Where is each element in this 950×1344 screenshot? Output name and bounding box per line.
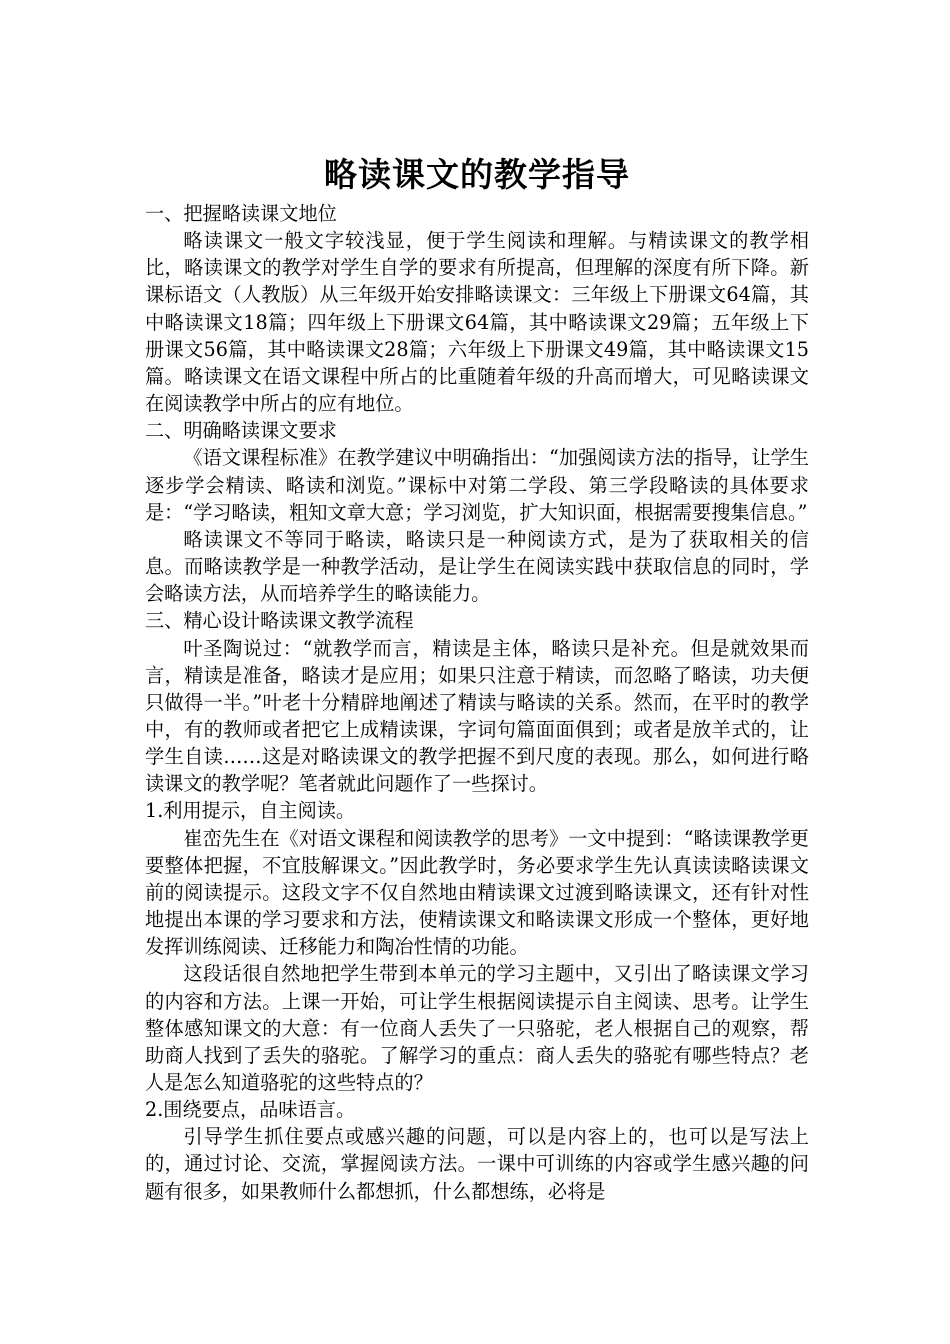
document-page xyxy=(145,150,809,1205)
paragraph: 这段话很自然地把学生带到本单元的学习主题中，又引出了略读课文学习的内容和方法。上课一开始，可让学生根据阅读提示自主阅读、思考。让学生整体感知课文的大意：有一位商人丢失了一只骆驼，老人根据自己的观察，帮助商人找到了丢失的骆驼。了解学习的重点：商人丢失的骆驼有哪些特点？老人是怎么知道骆驼的这些特点的？ xyxy=(145,962,809,1094)
section-heading: 一、把握略读课文地位 xyxy=(145,202,337,225)
paragraph: 引导学生抓住要点或感兴趣的问题，可以是内容上的，也可以是写法上的，通过讨论、交流，掌握阅读方法。一课中可训练的内容或学生感兴趣的问题有很多，如果教师什么都想抓，什么都想练，必将是 xyxy=(145,1125,809,1203)
section-heading: 1.利用提示，自主阅读。 xyxy=(145,799,356,823)
paragraph: 叶圣陶说过：“就教学而言，精读是主体，略读只是补充。但是就效果而言，精读是准备，略读才是应用；如果只注意于精读，而忽略了略读，功夫便只做得一半。”叶老十分精辟地阐述了精读与略读的关系。然而，在平时的教学中，有的教师或者把它上成精读课，字词句篇面面俱到；或者是放羊式的，让学生自读……这是对略读课文的教学把握不到尺度的表现。那么，如何进行略读课文的教学呢？笔者就此问题作了一些探讨。 xyxy=(145,636,809,796)
section-heading: 二、明确略读课文要求 xyxy=(145,419,337,443)
paragraph: 略读课文一般文字较浅显，便于学生阅读和理解。与精读课文的教学相比，略读课文的教学对学生自学的要求有所提高，但理解的深度有所下降。新课标语文（人教版）从三年级开始安排略读课文：三年级上下册课文64篇，其中略读课文18篇；四年级上下册课文64篇，其中略读课文29篇；五年级上下册课文56篇，其中略读课文28篇；六年级上下册课文49篇，其中略读课文15篇。略读课文在语文课程中所占的比重随着年级的升高而增大，可见略读课文在阅读教学中所占的应有地位。 xyxy=(145,229,809,416)
section-heading: 2.围绕要点，品味语言。 xyxy=(145,1098,356,1122)
paragraph: 《语文课程标准》在教学建议中明确指出：“加强阅读方法的指导，让学生逐步学会精读、略读和浏览。”课标中对第二学段、第三学段略读的具体要求是：“学习略读，粗知文章大意；学习浏览，扩大知识面，根据需要搜集信息。” xyxy=(145,446,809,524)
document-title: 略读课文的教学指导 xyxy=(324,155,630,194)
document-body xyxy=(145,200,809,1205)
paragraph: 略读课文不等同于略读，略读只是一种阅读方式，是为了获取相关的信息。而略读教学是一种教学活动，是让学生在阅读实践中获取信息的同时，学会略读方法，从而培养学生的略读能力。 xyxy=(145,527,809,606)
paragraph: 崔峦先生在《对语文课程和阅读教学的思考》一文中提到：“略读课教学更要整体把握，不宜肢解课文。”因此教学时，务必要求学生先认真读读略读课文前的阅读提示。这段文字不仅自然地由精读课文过渡到略读课文，还有针对性地提出本课的学习要求和方法，使精读课文和略读课文形成一个整体，更好地发挥训练阅读、迁移能力和陶冶性情的功能。 xyxy=(145,826,809,959)
section-heading: 三、精心设计略读课文教学流程 xyxy=(145,609,414,633)
